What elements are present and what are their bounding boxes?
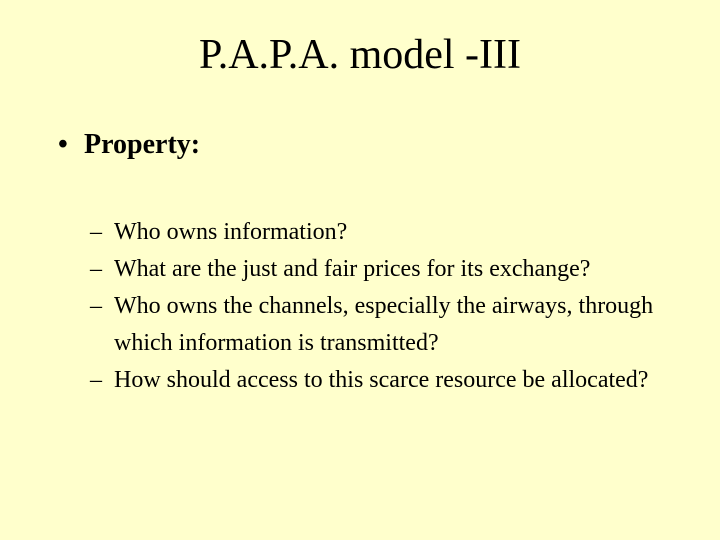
sub-bullet-item <box>90 251 690 288</box>
sub-bullet-item <box>90 362 690 399</box>
dash-icon: – <box>90 219 102 245</box>
sub-bullet-text: How should access to this scarce resource be allocated? <box>114 367 649 393</box>
dash-icon: – <box>90 256 102 282</box>
sub-bullet-item <box>90 214 690 251</box>
slide-title: P.A.P.A. model -III <box>199 32 521 78</box>
sub-bullet-text: What are the just and fair prices for its exchange? <box>114 256 591 282</box>
dash-icon: – <box>90 367 102 393</box>
dash-icon: – <box>90 293 102 319</box>
bullet-dot-icon: • <box>58 129 68 160</box>
main-bullet-label: Property: <box>84 129 201 160</box>
sub-bullet-list <box>90 214 690 399</box>
sub-bullet-text: Who owns the channels, especially the airways, through which information is transmitted? <box>114 293 654 356</box>
main-bullet-property <box>58 127 200 163</box>
sub-bullet-text: Who owns information? <box>114 219 348 245</box>
sub-bullet-item <box>90 288 690 362</box>
